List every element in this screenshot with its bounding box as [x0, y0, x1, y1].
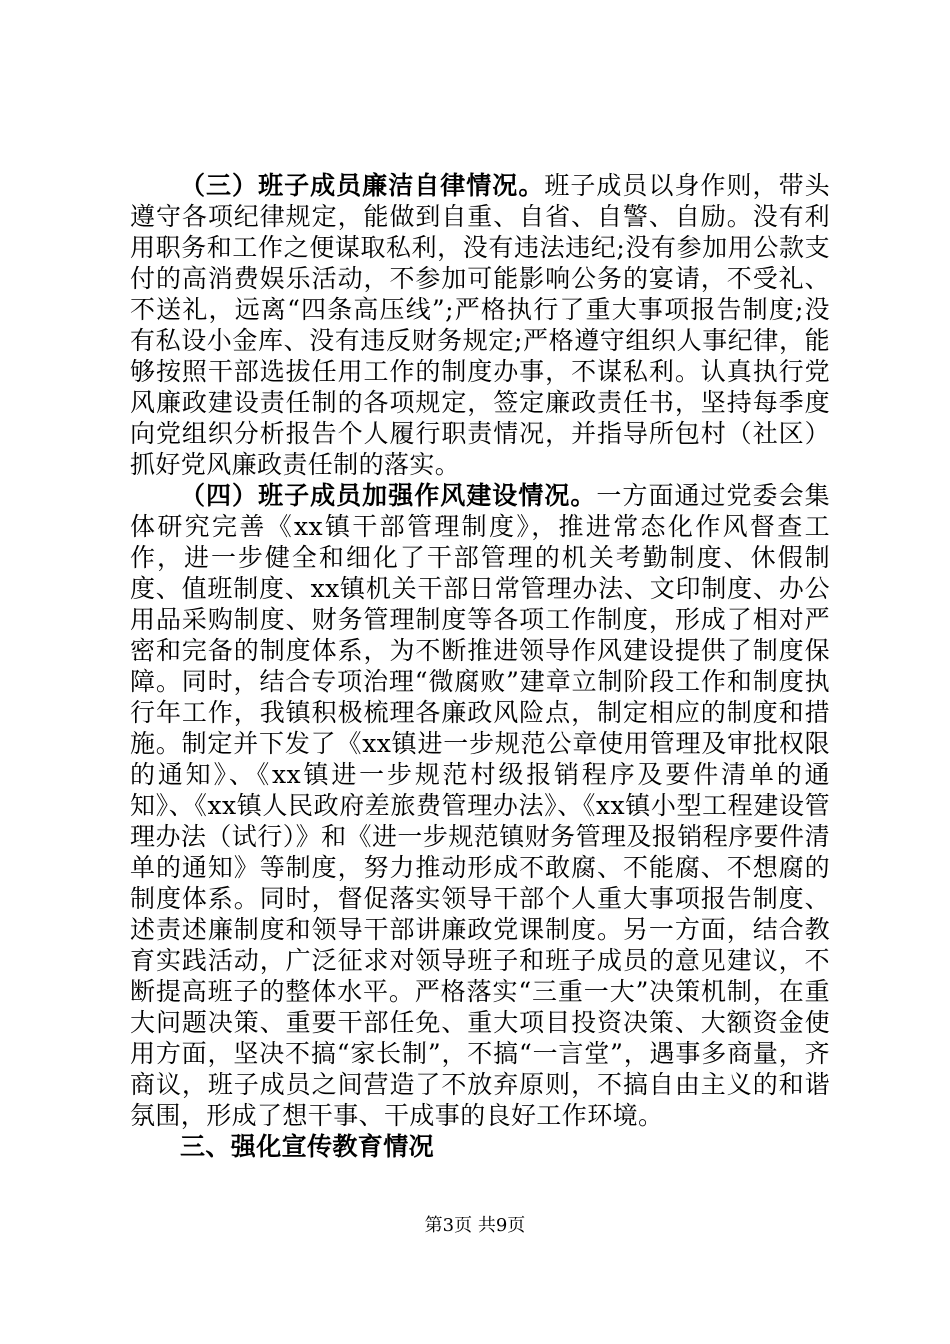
- paragraph-text: 一方面通过党委会集体研究完善《xx镇干部管理制度》，推进常态化作风督查工作，进一步健全和细化了干部管理的机关考勤制度、休假制度、值班制度、xx镇机关干部日常管理办法、文印制度、办公用品采购制度、财务管理制度等各项工作制度，形成了相对严密和完备的制度体系，为不断推进领导作风建设提供了制度保障。同时，结合专项治理“微腐败”建章立制阶段工作和制度执行年工作，我镇积极梳理各廉政风险点，制定相应的制度和措施。制定并下发了《xx镇进一步规范公章使用管理及审批权限的通知》、《xx镇进一步规范村级报销程序及要件清单的通知》、《xx镇人民政府差旅费管理办法》、《xx镇小型工程建设管理办法（试行）》和《进一步规范镇财务管理及报销程序要件清单的通知》等制度，努力推动形成不敢腐、不能腐、不想腐的制度体系。同时，督促落实领导干部个人重大事项报告制度、述责述廉制度和领导干部讲廉政党课制度。另一方面，结合教育实践活动，广泛征求对领导班子和班子成员的意见建议，不断提高班子的整体水平。严格落实“三重一大”决策机制，在重大问题决策、重要干部任免、重大项目投资决策、大额资金使用方面，坚决不搞“家长制”，不搞“一言堂”，遇事多商量，齐商议，班子成员之间营造了不放弃原则，不搞自由主义的和谐氛围，形成了想干事、干成事的良好工作环境。: [130, 481, 831, 1130]
- document-body: [130, 170, 830, 1162]
- section-heading: 三、强化宣传教育情况: [180, 1132, 435, 1161]
- paragraph-lead: （四）班子成员加强作风建设情况。: [180, 481, 597, 510]
- paragraph-lead: （三）班子成员廉洁自律情况。: [180, 171, 545, 200]
- paragraph-work-style: [130, 480, 830, 1131]
- paragraph-discipline: [130, 170, 830, 480]
- paragraph-text: 班子成员以身作则，带头遵守各项纪律规定，能做到自重、自省、自警、自励。没有利用职务和工作之便谋取私利，没有违法违纪;没有参加用公款支付的高消费娱乐活动，不参加可能影响公务的宴请，不受礼、不送礼，远离“四条高压线”;严格执行了重大事项报告制度;没有私设小金库、没有违反财务规定;严格遵守组织人事纪律，能够按照干部选拔任用工作的制度办事，不谋私利。认真执行党风廉政建设责任制的各项规定，签定廉政责任书，坚持每季度向党组织分析报告个人履行职责情况，并指导所包村（社区）抓好党风廉政责任制的落实。: [130, 171, 830, 479]
- page-number-footer: 第3页 共9页: [424, 1215, 526, 1236]
